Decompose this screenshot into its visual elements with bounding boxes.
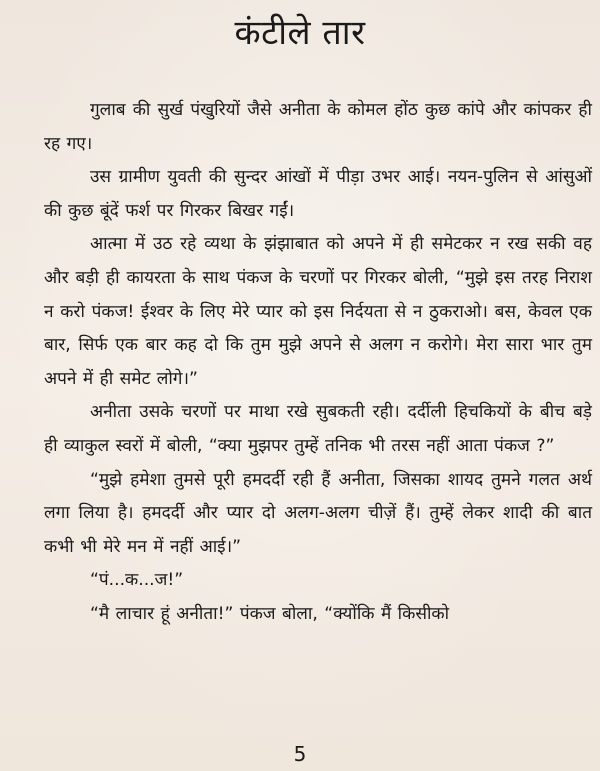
paragraph-2: उस ग्रामीण युवती की सुन्दर आंखों में पीड़ा उभर आई। नयन-पुलिन से आंसुओं की कुछ बूंदें फर्श पर गिरकर बिखर गईं। <box>44 167 592 221</box>
paragraph-3: आत्मा में उठ रहे व्यथा के झंझाबात को अपने में ही समेटकर न रख सकी वह और बड़ी ही कायरता के साथ पंकज के चरणों पर गिरकर बोली, “मुझे इस तरह निराश न करो पंकज! ईश्वर के लिए मेरे प्यार को इस निर्दयता से न ठुकराओ। बस, केवल एक बार, सिर्फ एक बार कह दो कि तुम मुझे अपने से अलग न करोगे। मेरा सारा भार तुम अपने में ही समेट लोगे।” <box>44 234 592 389</box>
paragraph-7: “मै लाचार हूं अनीता!” पंकज बोला, “क्योंकि मैं किसीको <box>90 603 450 624</box>
chapter-title: कंटीले तार <box>234 13 366 53</box>
paragraph-1: गुलाब की सुर्ख पंखुरियों जैसे अनीता के कोमल होंठ कुछ कांपे और कांपकर ही रह गए। <box>44 100 592 154</box>
paragraph-4: अनीता उसके चरणों पर माथा रखे सुबकती रही। दर्दीली हिचकियों के बीच बड़े ही व्याकुल स्वरों में बोली, “क्या मुझपर तुम्हें तनिक भी तरस नहीं आता पंकज ?” <box>44 402 592 456</box>
paragraph-6: “पं...क...ज!” <box>90 570 184 591</box>
page-number: 5 <box>293 742 307 766</box>
paragraph-5: “मुझे हमेशा तुमसे पूरी हमदर्दी रही हैं अनीता, जिसका शायद तुमने गलत अर्थ लगा लिया है। हमदर्दी और प्यार दो अलग-अलग चीज़ें हैं। तुम्हें लेकर शादी की बात कभी भी मेरे मन में नहीं आई।” <box>44 469 592 557</box>
body-text <box>44 94 592 632</box>
